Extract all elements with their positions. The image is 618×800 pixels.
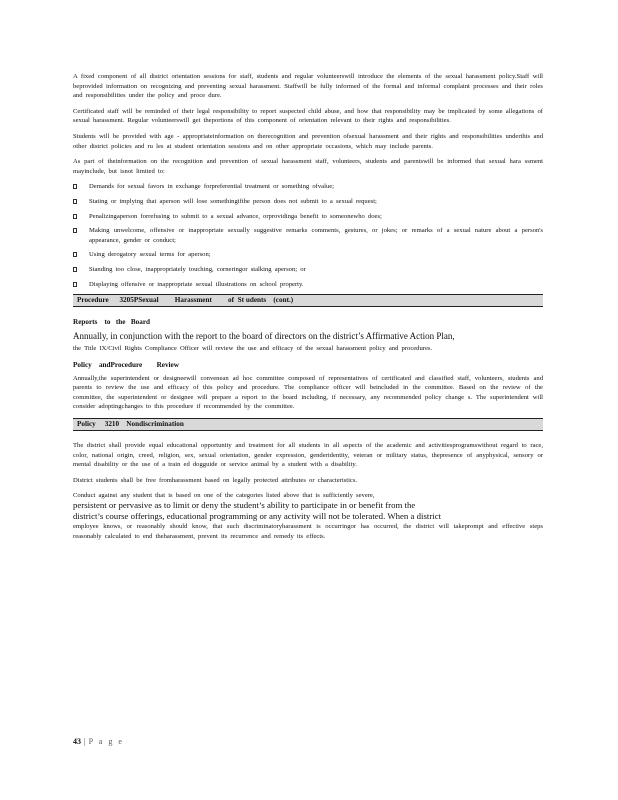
bullet-box-icon [73, 199, 77, 204]
annual-report-rest: the Title IX/Civil Rights Compliance Officer will review the use and efficacy of the sexual harassment policy and procedures. [73, 345, 433, 353]
policy-section-bar: Policy 3210 Nondiscrimination [73, 418, 543, 431]
list-item: Demands for sexual favors in exchange forpreferential treatment or something ofvalue; [73, 182, 543, 192]
reports-heading: Reports to the Board [73, 318, 151, 327]
procedure-section-bar: Procedure 3205PSexual Harassment of St udents (cont.) [73, 294, 543, 307]
equal-opportunity-paragraph: The district shall provide equal educational opportunity and treatment for all students in all aspects of the academic and activitiesprogramswithout regard to race, color, national origin, creed, religion, sex, sexual orientation, gender expression, genderidentity, veteran or military status, thepresence of anyphysical, sensory or mental disability or the use of a train ed dogguide or service animal by a student with a disability. [73, 442, 543, 469]
students-paragraph: Students will be provided with age - appropriateinformation on therecognition and prevention ofsexual harassment and their rights and responsibilities underthis and other district policies and ru les at student orientation sessions and on other appropriate occasions, which may include parents. [73, 132, 543, 150]
bullet-box-icon [73, 252, 77, 257]
page-number: 43 [73, 737, 81, 746]
page-content [73, 72, 543, 547]
page-label: P a g e [88, 737, 124, 746]
bullet-box-icon [73, 282, 77, 287]
certificated-staff-paragraph: Certificated staff will be reminded of their legal responsibility to report suspected child abuse, and how that responsibility may be implicated by some allegations of sexual harassment. Regular volunteerswill get theportions of this component of orientation relevant to their rights and responsibilities. [73, 107, 543, 125]
list-item: Penalizingaperson forrefusing to submit to a sexual advance, orprovidinga benefit to someonewho does; [73, 212, 543, 222]
footer-separator: | [84, 737, 86, 746]
bullet-box-icon [73, 267, 77, 272]
list-item: Using derogatory sexual terms for aperson; [73, 250, 543, 260]
list-item: Stating or implying that aperson will lose somethingifthe person does not submit to a sexual request; [73, 197, 543, 207]
bullet-box-icon [73, 214, 77, 219]
list-item: Making unwelcome, offensive or inappropriate sexually suggestive remarks comments, gestures, or jokes; or remarks of a sexual nature about a person's appearance, gender or conduct; [73, 226, 543, 245]
list-item: Displaying offensive or inappropriate sexual illustrations on school property. [73, 280, 543, 290]
orientation-paragraph: A fixed component of all district orientation sessions for staff, students and regular volunteerswill introduce the elements of the sexual harassment policy.Staff will beprovided information on recognizing and preventing sexual harassment. Staffwill be fully informed of the formal and informal complaint processes and their roles and responsibilities under the policy and proce dure. [73, 73, 543, 100]
policy-review-heading: Policy andProcedure Review [73, 360, 179, 369]
annual-report-lead: Annually, in conjunction with the report to the board of directors on the district’s Affirmative Action Plan, [73, 331, 455, 342]
conduct-paragraph: Conduct against any student that is based on one of the categories listed above that is sufficiently severe, persistent or pervasive as to limit or deny the student’s ability to participate in or benefit from the district’s course offerings, educational programming or any activity will not be tolerated. When a district employee knows, or reasonably should know, that such discriminatoryharassment is occurringor has occurred, the district will takeprompt and effective steps reasonably calculated to end theharassment, prevent its recurrence and remedy its effects. [73, 492, 543, 540]
bullet-box-icon [73, 228, 77, 233]
list-item: Standing too close, inappropriately touching, corneringor stalking aperson; or [73, 265, 543, 275]
page-footer [73, 737, 124, 746]
free-from-harassment-paragraph: District students shall be free fromharassment based on legally protected attributes or characteristics. [73, 476, 358, 484]
annual-report-paragraph [73, 331, 543, 354]
harassment-examples-list [73, 182, 543, 289]
harassment-examples-intro: As part of theinformation on the recognition and prevention of sexual harassment staff, volunteers, students and parentswill be informed that sexual hara ssment mayinclude, but isnot limited to: [73, 158, 543, 175]
policy-review-paragraph: Annually,the superintendent or designeewill convenean ad hoc committee composed of representatives of certificated and classified staff, volunteers, students and parents to review the use and efficacy of this policy and procedure. The compliance officer will beincluded in the committee. Based on the review of the committee, the superintendent or designee will prepare a report to the board including, if necessary, any recommended policy change s. The superintendent will consider adoptingchanges to this procedure if recommended by the committee. [73, 374, 543, 411]
bullet-box-icon [73, 184, 77, 189]
